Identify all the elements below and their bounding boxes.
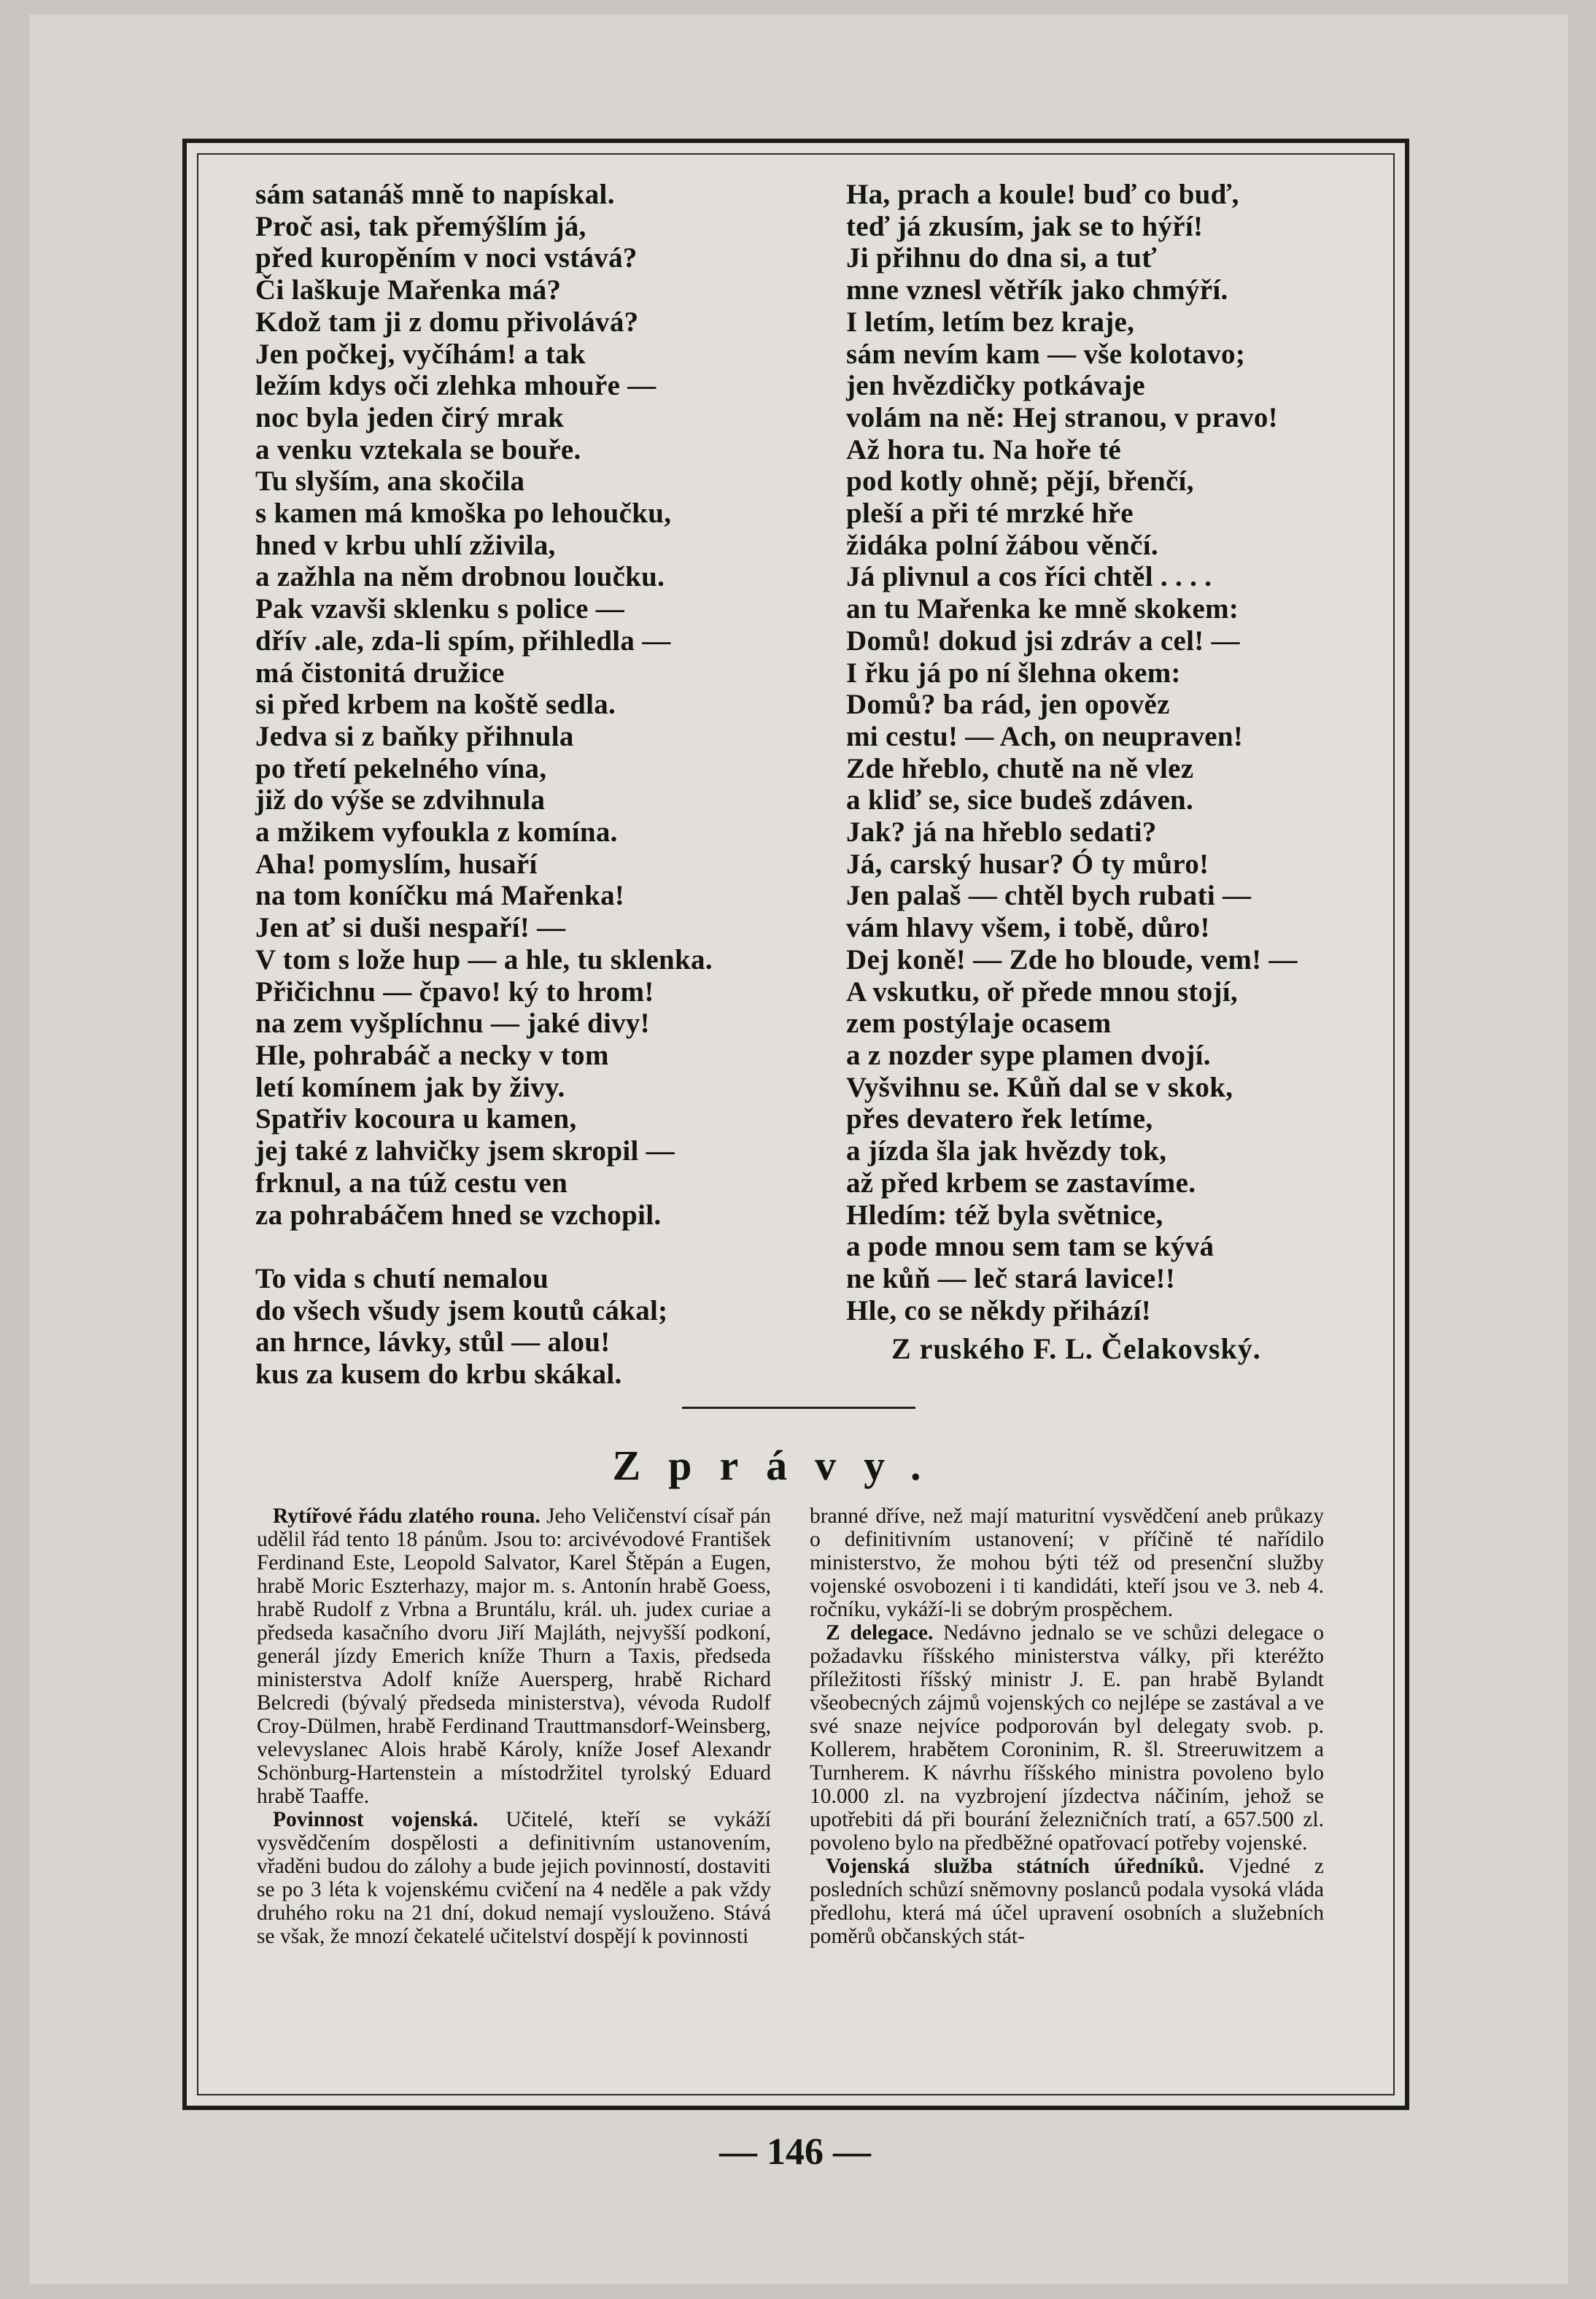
poem-line: Přičichnu — čpavo! ký to hrom!	[255, 975, 654, 1008]
poem-line: hned v krbu uhlí zživila,	[255, 529, 556, 561]
poem-line: A vskutku, oř přede mnou stojí,	[846, 975, 1238, 1008]
poem-line: Proč asi, tak přemýšlím já,	[255, 210, 586, 242]
poem-line: an tu Mařenka ke mně skokem:	[846, 593, 1239, 625]
news-paragraph-title: Povinnost vojenská.	[273, 1808, 479, 1831]
poem-line: sám nevím kam — vše kolotavo;	[846, 338, 1246, 370]
poem-line: Jen palaš — chtěl bych rubati —	[846, 880, 1252, 912]
poem-left-column	[255, 179, 713, 1391]
poem-line: Já, carský husar? Ó ty můro!	[846, 848, 1209, 880]
poem-line: letí komínem jak by živy.	[255, 1071, 565, 1103]
poem-line: má čistonitá družice	[255, 657, 505, 689]
poem-line: zem postýlaje ocasem	[846, 1008, 1112, 1040]
poem-line: noc byla jeden čirý mrak	[255, 401, 565, 433]
poem-line: a z nozder sype plamen dvojí.	[846, 1039, 1211, 1071]
poem-line: I letím, letím bez kraje,	[846, 306, 1135, 338]
poem-line: V tom s lože hup — a hle, tu sklenka.	[255, 943, 713, 975]
poem-line: s kamen má kmoška po lehoučku,	[255, 498, 672, 530]
poem-line: pod kotly ohně; pějí, břenčí,	[846, 465, 1194, 498]
poem-line: Hle, pohrabáč a necky v tom	[255, 1039, 609, 1071]
news-paragraph	[810, 1621, 1324, 1855]
poem-line: To vida s chutí nemalou	[255, 1262, 549, 1294]
poem-line: I řku já po ní šlehna okem:	[846, 657, 1181, 689]
poem-line: a kliď se, sice budeš zdáven.	[846, 784, 1194, 816]
poem-line: dřív .ale, zda-li spím, přihledla —	[255, 625, 671, 657]
poem-right-column	[846, 179, 1298, 1326]
poem-line: Ha, prach a koule! buď co buď,	[846, 179, 1239, 210]
stanza-break	[255, 1231, 713, 1263]
poem-line: mi cestu! — Ach, on neupraven!	[846, 720, 1244, 752]
poem-line: frknul, a na túž cestu ven	[255, 1167, 568, 1199]
news-paragraph-body: Vjedné z posledních schůzí sněmovny poslanců podala vysoká vláda předlohu, která má účel upravení osobních a služebních poměrů občanských stát-	[810, 1855, 1325, 1948]
poem-line: Jedva si z baňky přihnula	[255, 720, 574, 752]
poem-line: a mžikem vyfoukla z komína.	[255, 816, 618, 849]
section-divider	[682, 1407, 915, 1409]
news-paragraph-body: Jeho Veličenství císař pán udělil řád tento 18 pánům. Jsou to: arcivévodové František Ferdinand Este, Leopold Salvator, Karel Štěpán a Eugen, hrabě Moric Eszterhazy, major m. s. Antonín hrabě Goess, hrabě Rudolf z Vrbna a Bruntálu, král. uh. judex curiae a předseda kasačního dvoru Jiří Majláth, nejvyšší podkoní, generál jízdy Emerich kníže Thurn a Taxis, předseda ministerstva Adolf kníže Auersperg, hrabě Richard Belcredi (bývalý předseda ministerstva), vévoda Rudolf Croy-Dülmen, hrabě Ferdinand Trauttmansdorf-Weinsberg, velevyslanec Alois hrabě Károly, kníže Josef Alexandr Schönburg-Hartenstein a místodržitel tyrolský Eduard hrabě Taaffe.	[257, 1504, 771, 1808]
poem-line: přes devatero řek letíme,	[846, 1103, 1153, 1135]
poem-line: Jak? já na hřeblo sedati?	[846, 816, 1157, 849]
news-paragraph	[257, 1808, 771, 1948]
poem-line: a zažhla na něm drobnou loučku.	[255, 561, 665, 593]
poem-line: mne vznesl větřík jako chmýří.	[846, 274, 1228, 306]
poem-line: Dej koně! — Zde ho bloude, vem! —	[846, 943, 1298, 975]
poem-line: Či laškuje Mařenka má?	[255, 274, 562, 306]
poem-line: Kdož tam ji z domu přivolává?	[255, 306, 639, 338]
poem-line: před kuropěním v noci vstává?	[255, 242, 638, 274]
poem-line: Hledím: též byla světnice,	[846, 1199, 1163, 1231]
poem-line: již do výše se zdvihnula	[255, 784, 546, 816]
news-left-column	[257, 1504, 771, 1948]
poem-line: Domů! dokud jsi zdráv a cel! —	[846, 625, 1240, 657]
poem-line: Aha! pomyslím, husaří	[255, 848, 538, 880]
news-paragraph-title: Rytířové řádu zlatého rouna.	[273, 1504, 541, 1528]
poem-line: za pohrabáčem hned se vzchopil.	[255, 1199, 662, 1231]
poem-line: Spatřiv kocoura u kamen,	[255, 1103, 577, 1135]
poem-line: ne kůň — leč stará lavice!!	[846, 1262, 1176, 1294]
poem-signature: Z ruského F. L. Čelakovský.	[891, 1332, 1261, 1365]
poem-line: Jen ať si duši nespaří! —	[255, 912, 566, 944]
poem-line: židáka polní žábou věnčí.	[846, 529, 1158, 561]
news-right-column	[810, 1504, 1324, 1948]
poem-line: teď já zkusím, jak se to hýří!	[846, 210, 1204, 242]
poem-line: an hrnce, lávky, stůl — alou!	[255, 1326, 611, 1359]
poem-line: ležím kdys oči zlehka mhouře —	[255, 370, 656, 402]
poem-line: Ji přihnu do dna si, a tuť	[846, 242, 1157, 274]
page-number: — 146 —	[719, 2131, 871, 2173]
poem-line: a pode mnou sem tam se kývá	[846, 1231, 1215, 1263]
news-paragraph-body: Učitelé, kteří se vykáží vysvědčením dospělosti a definitivním ustanovením, vřaděni budou do zálohy a bude jejich povinností, dostaviti se po 3 léta k vojenskému cvičení na 4 neděle a pak vždy druhého roku na 21 dní, dokud nemají vyslouženo. Stává se však, že mnozí čekatelé učitelství dospějí k povinnosti	[257, 1808, 771, 1948]
poem-line: Pak vzavši sklenku s police —	[255, 593, 625, 625]
poem-line: Vyšvihnu se. Kůň dal se v skok,	[846, 1071, 1233, 1103]
poem-line: Domů? ba rád, jen opověz	[846, 689, 1170, 721]
poem-line: Až hora tu. Na hoře té	[846, 433, 1122, 465]
poem-line: volám na ně: Hej stranou, v pravo!	[846, 401, 1278, 433]
news-paragraph-title: Vojenská služba státních úředníků.	[826, 1855, 1204, 1878]
poem-line: a venku vztekala se bouře.	[255, 433, 581, 465]
news-paragraph-continuation: branné dříve, než mají maturitní vysvědčení aneb průkazy o definitivním ustanovení; v příčině té nařídilo ministerstvo, že mohou býti též od presenční služby vojenské osvobozeni i ti kandidáti, kteří jsou ve 3. neb 4. ročníku, vykáží-li se dobrým prospěchem.	[810, 1504, 1324, 1621]
poem-line: sám satanáš mně to napískal.	[255, 179, 615, 210]
poem-line: až před krbem se zastavíme.	[846, 1167, 1196, 1199]
poem-line: vám hlavy všem, i tobě, důro!	[846, 912, 1210, 944]
news-heading: Zprávy.	[612, 1442, 949, 1489]
poem-line: po třetí pekelného vína,	[255, 752, 547, 784]
poem-line: na zem vyšplíchnu — jaké divy!	[255, 1008, 650, 1040]
poem-line: Já plivnul a cos říci chtěl . . . .	[846, 561, 1212, 593]
news-paragraph	[810, 1855, 1324, 1948]
news-paragraph	[257, 1504, 771, 1808]
poem-line: jen hvězdičky potkávaje	[846, 370, 1145, 402]
poem-line: jej také z lahvičky jsem skropil —	[255, 1135, 675, 1167]
poem-line: a jízda šla jak hvězdy tok,	[846, 1135, 1167, 1167]
poem-line: na tom koníčku má Mařenka!	[255, 880, 625, 912]
poem-line: do všech všudy jsem koutů cákal;	[255, 1294, 668, 1326]
poem-line: si před krbem na koště sedla.	[255, 689, 616, 721]
news-paragraph-body: Nedávno jednalo se ve schůzi delegace o požadavku říšského ministerstva války, při kteréžto příležitosti říšský ministr J. E. pan hrabě Bylandt všeobecných zájmů vojenských co nejlépe se zastával a ve své snaze nejvíce podporován byl delegaty svob. p. Kollerem, hrabětem Coroninim, R. šl. Streeruwitzem a Turnherem. K návrhu říšského ministra povoleno bylo 10.000 zl. na vyzbrojení jízdectva náčiním, jehož se upotřebiti dá při bourání železničních tratí, a 657.500 zl. povoleno bylo na předběžné opatřovací potřeby vojenské.	[810, 1621, 1325, 1855]
poem-line: Jen počkej, vyčíhám! a tak	[255, 338, 586, 370]
poem-line: kus za kusem do krbu skákal.	[255, 1359, 622, 1390]
poem-line: pleší a při té mrzké hře	[846, 498, 1134, 530]
news-paragraph-title: Z delegace.	[826, 1621, 934, 1645]
poem-line: Zde hřeblo, chutě na ně vlez	[846, 752, 1194, 784]
poem-line: Hle, co se někdy přihází!	[846, 1294, 1152, 1326]
poem-line: Tu slyším, ana skočila	[255, 465, 525, 498]
